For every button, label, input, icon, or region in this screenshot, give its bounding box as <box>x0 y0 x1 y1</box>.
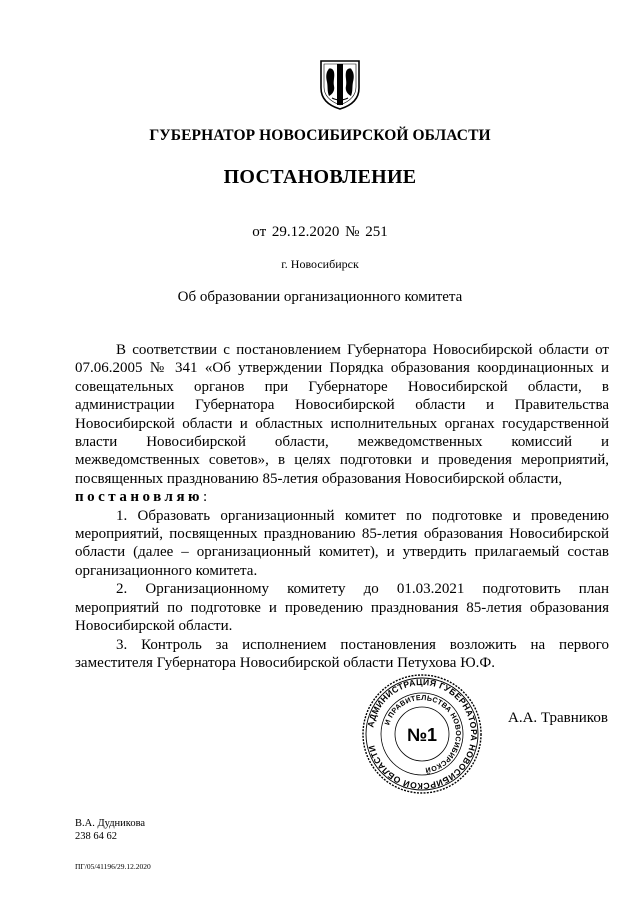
document-body <box>75 341 609 672</box>
executor-phone: 238 64 62 <box>75 831 117 842</box>
executor-name: В.А. Дудникова <box>75 818 146 829</box>
preamble-paragraph: В соответствии с постановлением Губернатора Новосибирской области от 07.06.2005 № 341 «Об утверждении Порядка образования координационных и совещательных органов при Губернаторе Новосибирской области, в администрации Губернатора Новосибирской области и Правительства Новосибирской области и областных исполнительных органах государственной власти Новосибирской области, межведомственных комиссий и межведомственных советов», в целях подготовки и проведения мероприятий, посвященных празднованию 85-летия образования Новосибирской области, <box>75 342 609 487</box>
item-paragraph-3: 3. Контроль за исполнением постановления возложить на первого заместителя Губернатора Новосибирской области Петухова Ю.Ф. <box>75 636 609 671</box>
resolve-word: постановляю <box>75 489 204 506</box>
document-city: г. Новосибирск <box>281 257 359 271</box>
signatory-name: А.А. Травников <box>508 710 608 726</box>
executor-block <box>75 817 145 843</box>
coat-of-arms-icon <box>318 58 362 110</box>
document-type-title: ПОСТАНОВЛЕНИЕ <box>223 166 417 188</box>
document-subject: Об образовании организационного комитета <box>177 289 463 305</box>
seal-outer-text: АДМИНИСТРАЦИЯ ГУБЕРНАТОРА НОВОСИБИРСКОЙ ОБЛАСТИ <box>365 676 480 792</box>
item-paragraph-2: 2. Организационному комитету до 01.03.2021 подготовить план мероприятий по подготовке и проведению празднования 85-летия образования Новосибирской области. <box>75 581 609 635</box>
seal-number: №1 <box>406 725 438 745</box>
seal-inner-text: И ПРАВИТЕЛЬСТВА НОВОСИБИРСКОЙ <box>382 692 464 775</box>
item-paragraph-1: 1. Образовать организационный комитет по подготовке и проведению мероприятий, посвященных празднованию 85-летия образования Новосибирской области (далее – организационный комитет), и утвердить прилагаемый состав организационного комитета. <box>75 507 609 579</box>
resolve-colon: : <box>203 489 208 506</box>
issuing-authority: ГУБЕРНАТОР НОВОСИБИРСКОЙ ОБЛАСТИ <box>149 127 491 144</box>
resolve-line <box>75 488 609 506</box>
official-seal-icon <box>360 672 484 796</box>
document-date-number: от 29.12.2020 № 251 <box>252 224 388 240</box>
document-code: ПГ/05/41196/29.12.2020 <box>75 862 151 871</box>
